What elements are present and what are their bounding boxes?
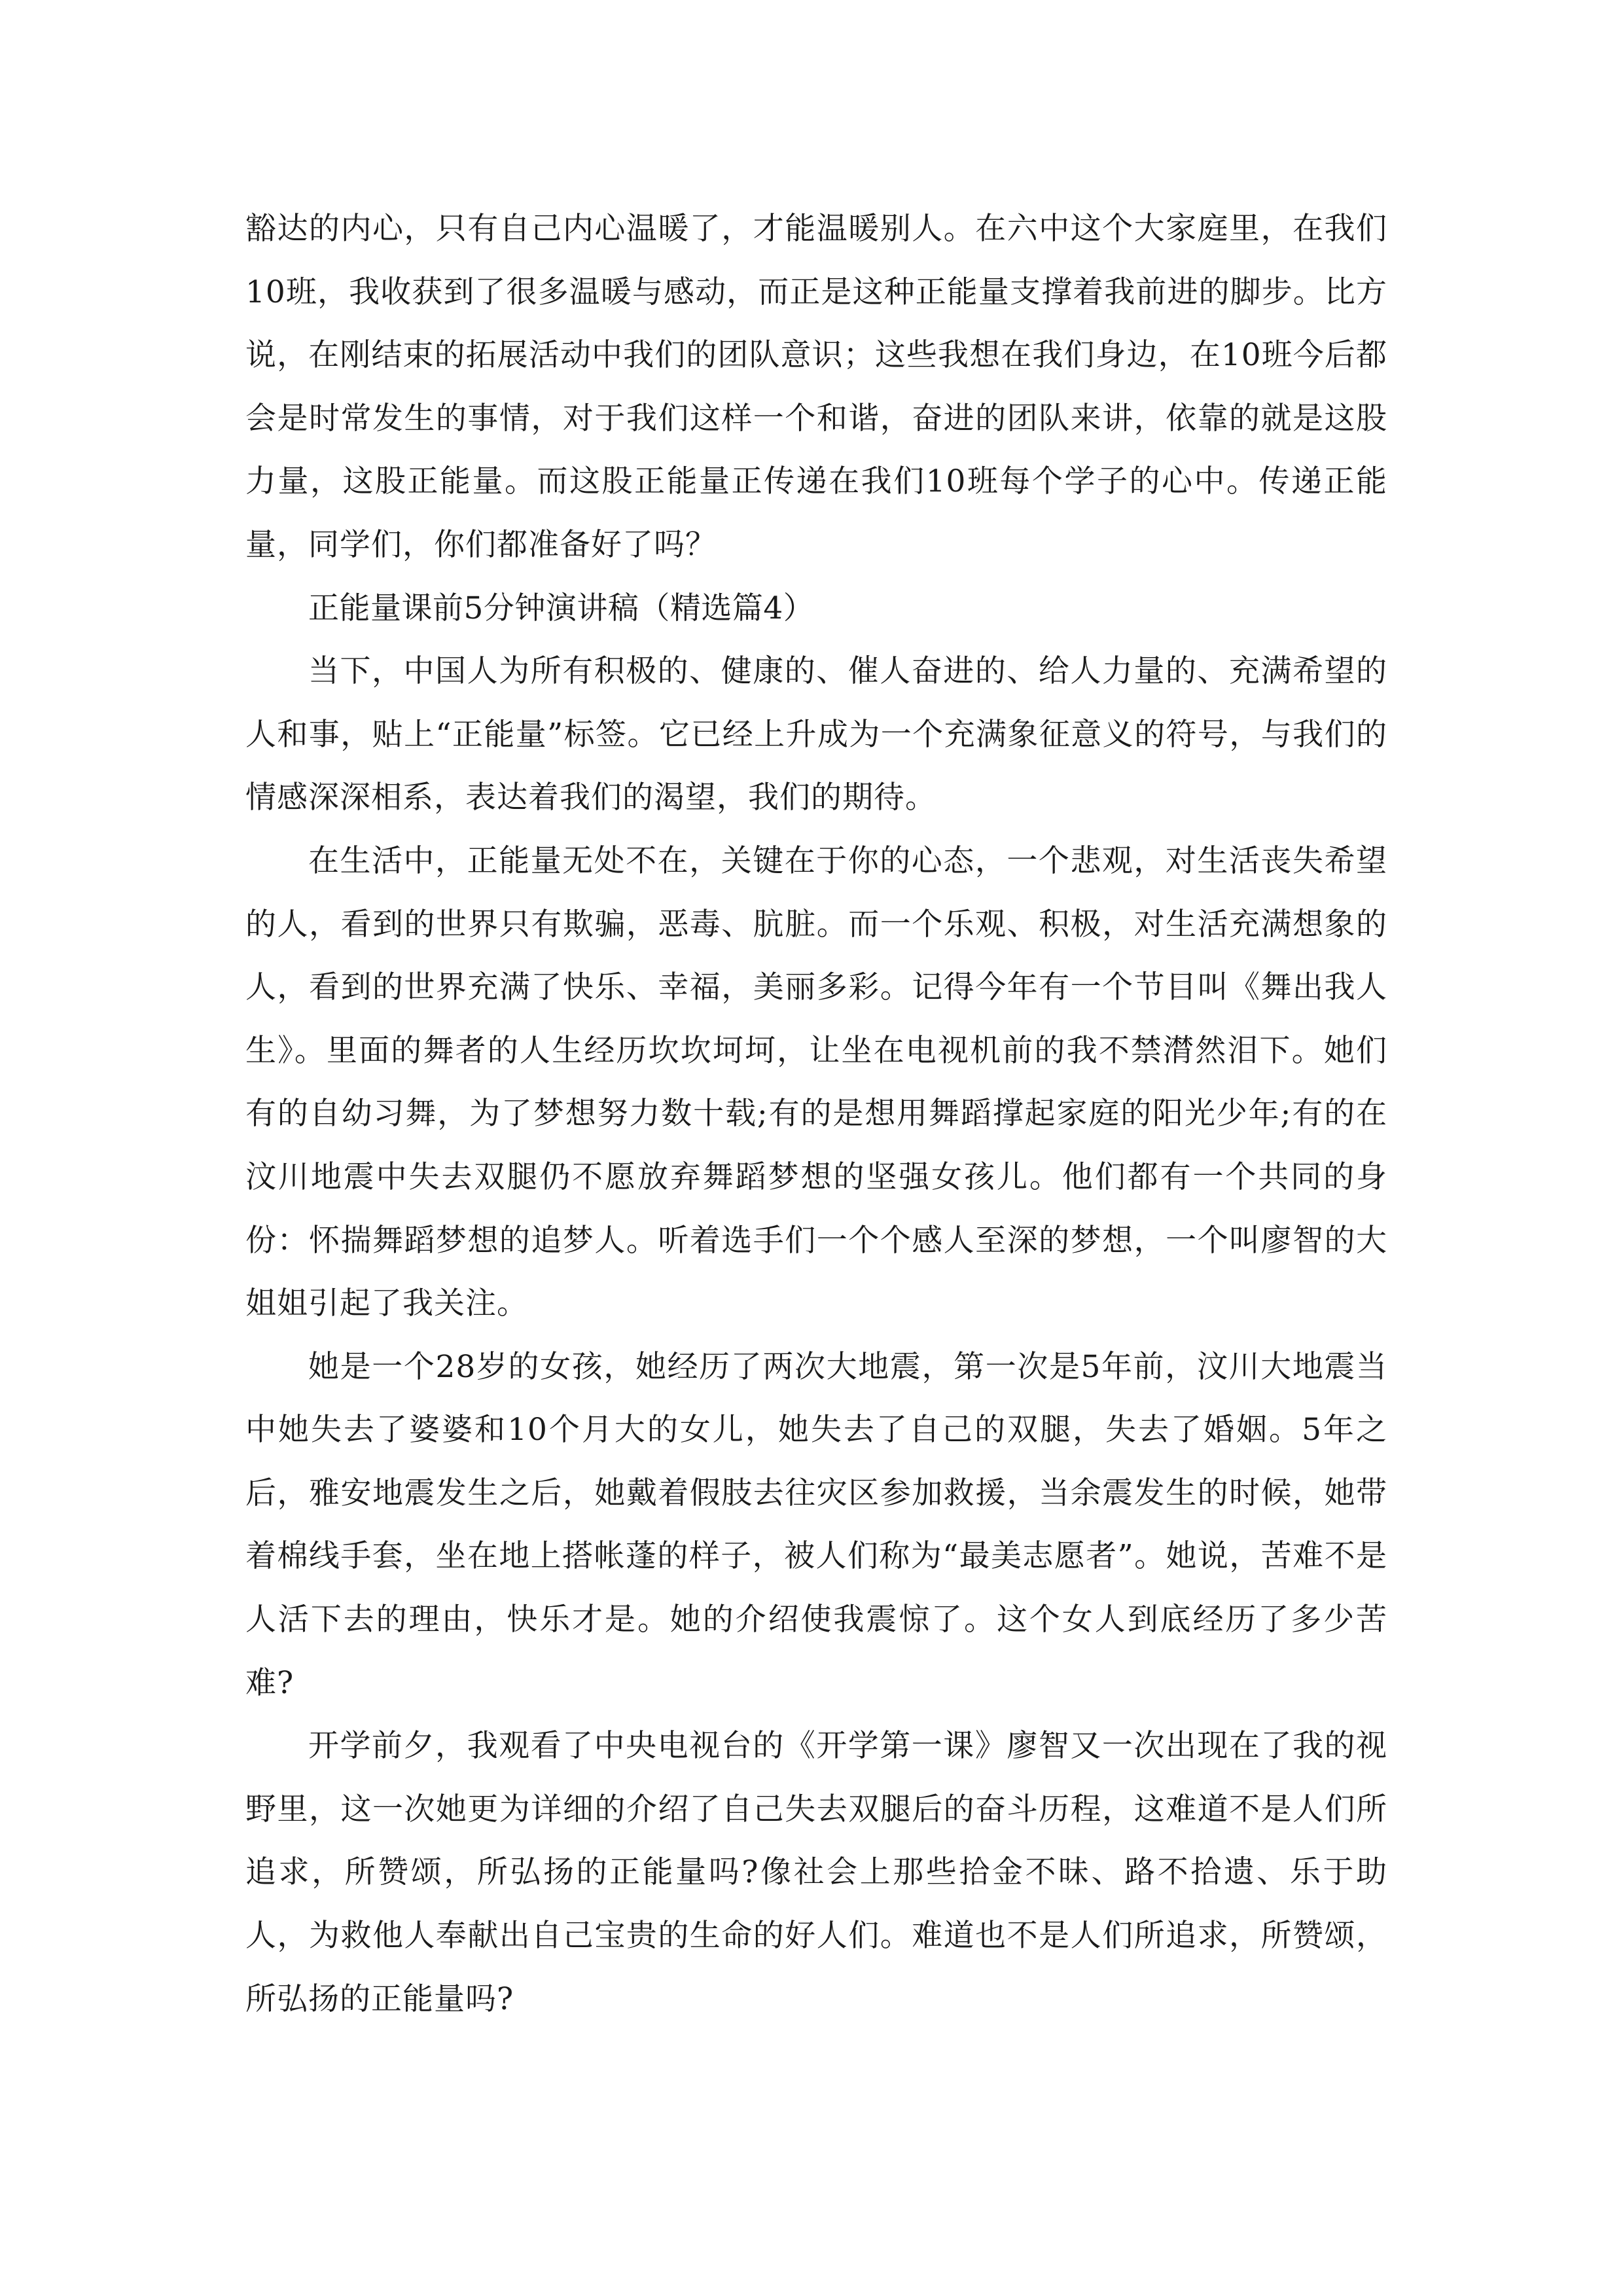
body-paragraph-2: 在生活中，正能量无处不在，关键在于你的心态，一个悲观，对生活丧失希望的人，看到的世界只有欺骗，恶毒、肮脏。而一个乐观、积极，对生活充满想象的人，看到的世界充满了快乐、幸福，美丽多彩。记得今年有一个节目叫《舞出我人生》。里面的舞者的人生经历坎坎坷坷，让坐在电视机前的我不禁潸然泪下。她们有的自幼习舞，为了梦想努力数十载;有的是想用舞蹈撑起家庭的阳光少年;有的在汶川地震中失去双腿仍不愿放弃舞蹈梦想的坚强女孩儿。他们都有一个共同的身份：怀揣舞蹈梦想的追梦人。听着选手们一个个感人至深的梦想，一个叫廖智的大姐姐引起了我关注。 [245,842,1387,1322]
continuation-paragraph: 豁达的内心，只有自己内心温暖了，才能温暖别人。在六中这个大家庭里，在我们10班，我收获到了很多温暖与感动，而正是这种正能量支撑着我前进的脚步。比方说，在刚结束的拓展活动中我们的团队意识；这些我想在我们身边，在10班今后都会是时常发生的事情，对于我们这样一个和谐，奋进的团队来讲，依靠的就是这股力量，这股正能量。而这股正能量正传递在我们10班每个学子的心中。传递正能量，同学们，你们都准备好了吗？ [245,211,1387,563]
document-body [245,198,1387,2031]
body-paragraph-4: 开学前夕，我观看了中央电视台的《开学第一课》廖智又一次出现在了我的视野里，这一次她更为详细的介绍了自己失去双腿后的奋斗历程，这难道不是人们所追求，所赞颂，所弘扬的正能量吗?像社会上那些拾金不昧、路不拾遗、乐于助人，为救他人奉献出自己宝贵的生命的好人们。难道也不是人们所追求，所赞颂，所弘扬的正能量吗? [245,1728,1387,2017]
section-heading: 正能量课前5分钟演讲稿（精选篇4） [308,590,815,626]
body-paragraph-3: 她是一个28岁的女孩，她经历了两次大地震，第一次是5年前，汶川大地震当中她失去了婆婆和10个月大的女儿，她失去了自己的双腿，失去了婚姻。5年之后，雅安地震发生之后，她戴着假肢去往灾区参加救援，当余震发生的时候，她带着棉线手套，坐在地上搭帐蓬的样子，被人们称为“最美志愿者”。她说，苦难不是人活下去的理由，快乐才是。她的介绍使我震惊了。这个女人到底经历了多少苦难? [245,1348,1387,1701]
body-paragraph-1: 当下，中国人为所有积极的、健康的、催人奋进的、给人力量的、充满希望的人和事，贴上“正能量”标签。它已经上升成为一个充满象征意义的符号，与我们的情感深深相系，表达着我们的渴望，我们的期待。 [245,653,1387,816]
